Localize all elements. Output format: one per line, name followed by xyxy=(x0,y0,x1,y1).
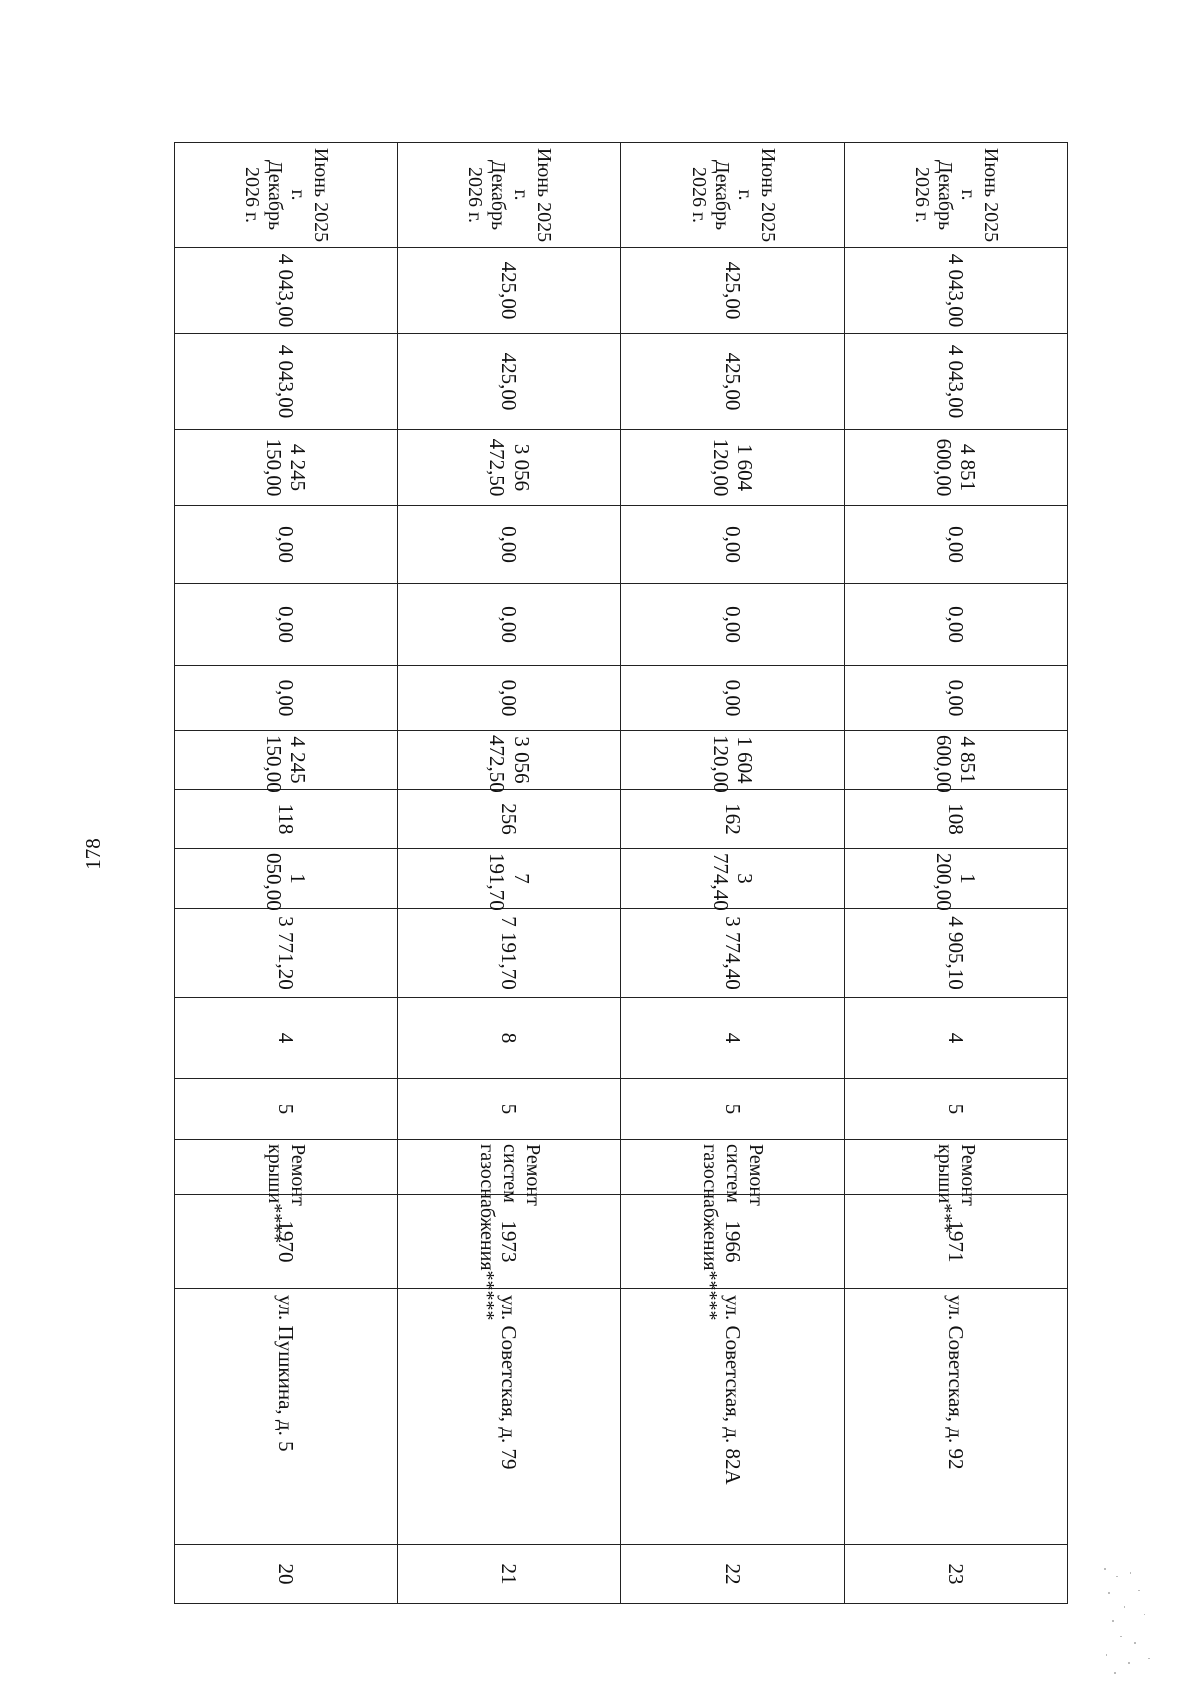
value-cell: 425,00 xyxy=(398,334,621,430)
address-cell: ул. Советская, д. 79 xyxy=(398,1289,621,1545)
residents-cell: 256 xyxy=(398,790,621,849)
period-start: Июнь 2025 г. xyxy=(287,147,333,243)
period-end: Декабрь 2026 г. xyxy=(241,159,287,231)
cost-cell: 4 245 150,00 xyxy=(175,731,398,790)
work-type-cell: Ремонт систем газоснабжения***** xyxy=(621,1140,844,1195)
floors-cell: 5 xyxy=(398,1079,621,1140)
cost-cell: 3 056 472,50 xyxy=(398,731,621,790)
floors-cell: 5 xyxy=(621,1079,844,1140)
funding-cell: 0,00 xyxy=(175,506,398,584)
address-cell: ул. Пушкина, д. 5 xyxy=(175,1289,398,1545)
value-cell: 425,00 xyxy=(621,248,844,334)
value-cell: 425,00 xyxy=(621,334,844,430)
funding-cell: 0,00 xyxy=(175,584,398,666)
total-cost-cell: 4 851 600,00 xyxy=(844,430,1067,506)
period-start: Июнь 2025 г. xyxy=(733,147,779,243)
floors-cell: 5 xyxy=(175,1079,398,1140)
work-type-cell: Ремонт крыши**** xyxy=(175,1140,398,1195)
area-cell: 3 771,20 xyxy=(175,909,398,998)
funding-cell: 0,00 xyxy=(398,666,621,731)
value-cell: 4 043,00 xyxy=(844,334,1067,430)
entrances-cell: 4 xyxy=(175,998,398,1079)
year-cell: 1970 xyxy=(175,1195,398,1289)
row-number-cell: 20 xyxy=(175,1545,398,1604)
funding-cell: 0,00 xyxy=(844,506,1067,584)
table-row xyxy=(621,143,844,1604)
period-end: Декабрь 2026 г. xyxy=(910,159,956,231)
funding-cell: 0,00 xyxy=(398,584,621,666)
total-cost-cell: 4 245 150,00 xyxy=(175,430,398,506)
value-cell: 4 043,00 xyxy=(844,248,1067,334)
period-cell xyxy=(621,143,844,248)
work-type-cell: Ремонт систем газоснабжения***** xyxy=(398,1140,621,1195)
year-cell: 1966 xyxy=(621,1195,844,1289)
area-cell: 7 191,70 xyxy=(398,909,621,998)
row-number-cell: 22 xyxy=(621,1545,844,1604)
area-cell: 4 905,10 xyxy=(844,909,1067,998)
residents-cell: 118 xyxy=(175,790,398,849)
table-row xyxy=(844,143,1067,1604)
rotated-table-wrapper xyxy=(174,142,1068,1603)
work-type-cell: Ремонт крыши*** xyxy=(844,1140,1067,1195)
year-cell: 1973 xyxy=(398,1195,621,1289)
period-start: Июнь 2025 г. xyxy=(956,147,1002,243)
total-cost-cell: 3 056 472,50 xyxy=(398,430,621,506)
area-cell: 1 050,00 xyxy=(175,849,398,909)
entrances-cell: 8 xyxy=(398,998,621,1079)
residents-cell: 108 xyxy=(844,790,1067,849)
funding-cell: 0,00 xyxy=(398,506,621,584)
funding-cell: 0,00 xyxy=(175,666,398,731)
area-cell: 3 774,40 xyxy=(621,849,844,909)
period-end: Декабрь 2026 г. xyxy=(687,159,733,231)
period-end: Декабрь 2026 г. xyxy=(464,159,510,231)
repair-program-table xyxy=(174,142,1068,1604)
value-cell: 4 043,00 xyxy=(175,334,398,430)
row-number-cell: 21 xyxy=(398,1545,621,1604)
funding-cell: 0,00 xyxy=(844,584,1067,666)
value-cell: 425,00 xyxy=(398,248,621,334)
scan-noise-marks xyxy=(1094,1562,1174,1682)
value-cell: 4 043,00 xyxy=(175,248,398,334)
period-cell xyxy=(398,143,621,248)
cost-cell: 4 851 600,00 xyxy=(844,731,1067,790)
total-cost-cell: 1 604 120,00 xyxy=(621,430,844,506)
year-cell: 1971 xyxy=(844,1195,1067,1289)
period-cell xyxy=(844,143,1067,248)
funding-cell: 0,00 xyxy=(621,584,844,666)
area-cell: 7 191,70 xyxy=(398,849,621,909)
address-cell: ул. Советская, д. 92 xyxy=(844,1289,1067,1545)
entrances-cell: 4 xyxy=(844,998,1067,1079)
funding-cell: 0,00 xyxy=(621,506,844,584)
funding-cell: 0,00 xyxy=(621,666,844,731)
page-number: 178 xyxy=(81,838,105,870)
floors-cell: 5 xyxy=(844,1079,1067,1140)
entrances-cell: 4 xyxy=(621,998,844,1079)
residents-cell: 162 xyxy=(621,790,844,849)
table-row xyxy=(398,143,621,1604)
row-number-cell: 23 xyxy=(844,1545,1067,1604)
area-cell: 3 774,40 xyxy=(621,909,844,998)
funding-cell: 0,00 xyxy=(844,666,1067,731)
period-start: Июнь 2025 г. xyxy=(510,147,556,243)
address-cell: ул. Советская, д. 82А xyxy=(621,1289,844,1545)
area-cell: 1 200,00 xyxy=(844,849,1067,909)
cost-cell: 1 604 120,00 xyxy=(621,731,844,790)
table-row xyxy=(175,143,398,1604)
table-body xyxy=(175,143,1068,1604)
period-cell xyxy=(175,143,398,248)
